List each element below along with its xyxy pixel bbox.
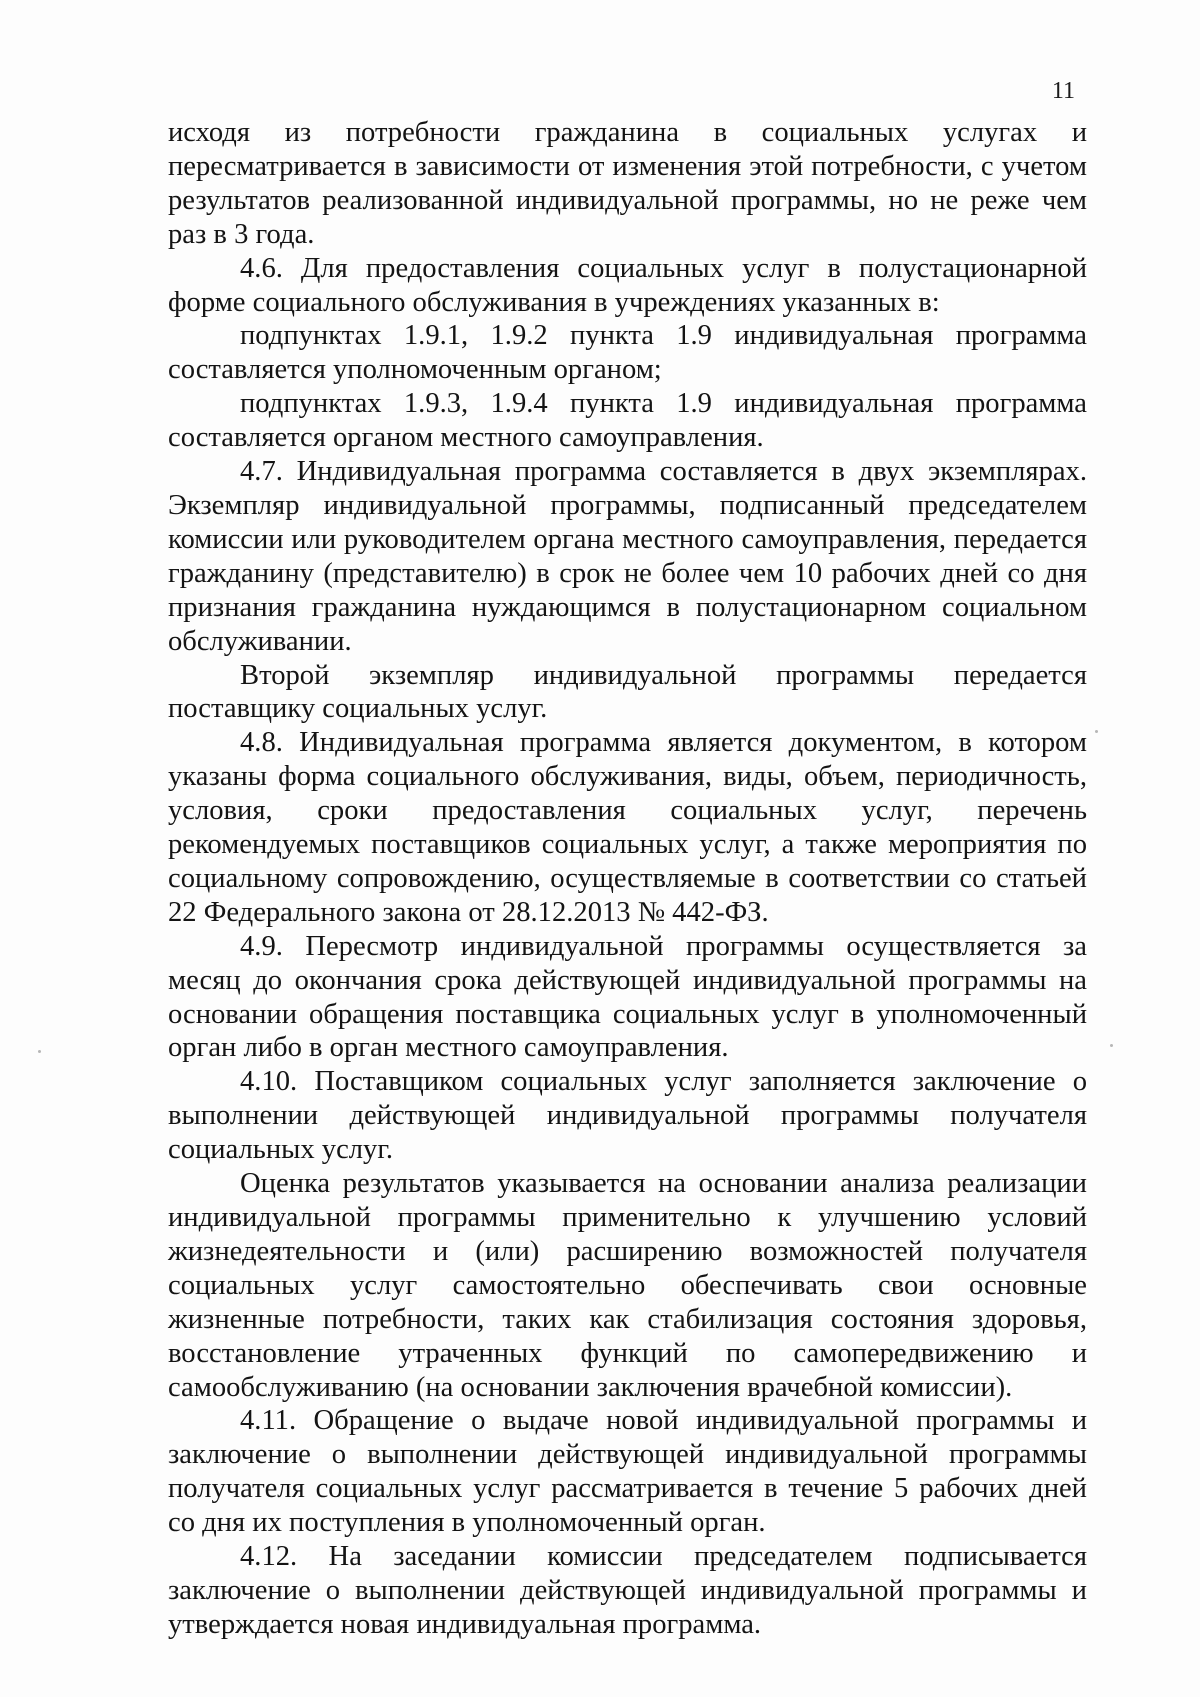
page-number: 11 [1051, 78, 1075, 104]
paragraph-4-9: 4.9. Пересмотр индивидуальной программы осуществляется за месяц до окончания срока действующей индивидуальной программы на основании обращения поставщика социальных услуг в уполномоченный орган либо в орган местного самоуправления. [168, 930, 1087, 1064]
scan-speck [1110, 1044, 1113, 1047]
paragraph-4-11: 4.11. Обращение о выдаче новой индивидуальной программы и заключение о выполнении действующей индивидуальной программы получателя социальных услуг рассматривается в течение 5 рабочих дней со дня их поступления в уполномоченный орган. [168, 1405, 1087, 1539]
paragraph-4-8: 4.8. Индивидуальная программа является документом, в котором указаны форма социального обслуживания, виды, объем, периодичность, условия, сроки предоставления социальных услуг, перечень рекомендуемых поставщиков социальных услуг, а также мероприятия по социальному сопровождению, осуществляемые в соответствии со статьей 22 Федерального закона от 28.12.2013 № 442-ФЗ. [168, 727, 1087, 928]
paragraph-continuation: исходя из потребности гражданина в социальных услугах и пересматривается в зависимости от изменения этой потребности, с учетом результатов реализованной индивидуальной программы, но не реже чем раз в 3 года. [168, 117, 1087, 250]
paragraph-4-6-item-2: подпунктах 1.9.3, 1.9.4 пункта 1.9 индивидуальная программа составляется органом местного самоуправления. [168, 388, 1087, 454]
paragraph-4-10: 4.10. Поставщиком социальных услуг заполняется заключение о выполнении действующей индивидуальной программы получателя социальных услуг. [168, 1066, 1087, 1166]
scan-speck [38, 1050, 41, 1053]
paragraph-4-12: 4.12. На заседании комиссии председателем подписывается заключение о выполнении действующей индивидуальной программы и утверждается новая индивидуальная программа. [168, 1541, 1087, 1640]
document-body [168, 116, 1087, 1642]
paragraph-4-6: 4.6. Для предоставления социальных услуг в полустационарной форме социального обслуживания в учреждениях указанных в: [168, 252, 1087, 318]
paragraph-4-10-assessment: Оценка результатов указывается на основании анализа реализации индивидуальной программы применительно к улучшению условий жизнедеятельности и (или) расширению возможностей получателя социальных услуг самостоятельно обеспечивать свои основные жизненные потребности, таких как стабилизация состояния здоровья, восстановление утраченных функций по самопередвижению и самообслуживанию (на основании заключения врачебной комиссии). [168, 1168, 1087, 1403]
paragraph-4-6-item-1: подпунктах 1.9.1, 1.9.2 пункта 1.9 индивидуальная программа составляется уполномоченным органом; [168, 320, 1087, 386]
paragraph-4-7-second-copy: Второй экземпляр индивидуальной программы передается поставщику социальных услуг. [168, 659, 1087, 725]
scan-speck [1095, 730, 1098, 733]
paragraph-4-7: 4.7. Индивидуальная программа составляется в двух экземплярах. Экземпляр индивидуальной программы, подписанный председателем комиссии или руководителем органа местного самоуправления, передается гражданину (представителю) в срок не более чем 10 рабочих дней со дня признания гражданина нуждающимся в полустационарном социальном обслуживании. [168, 456, 1087, 657]
